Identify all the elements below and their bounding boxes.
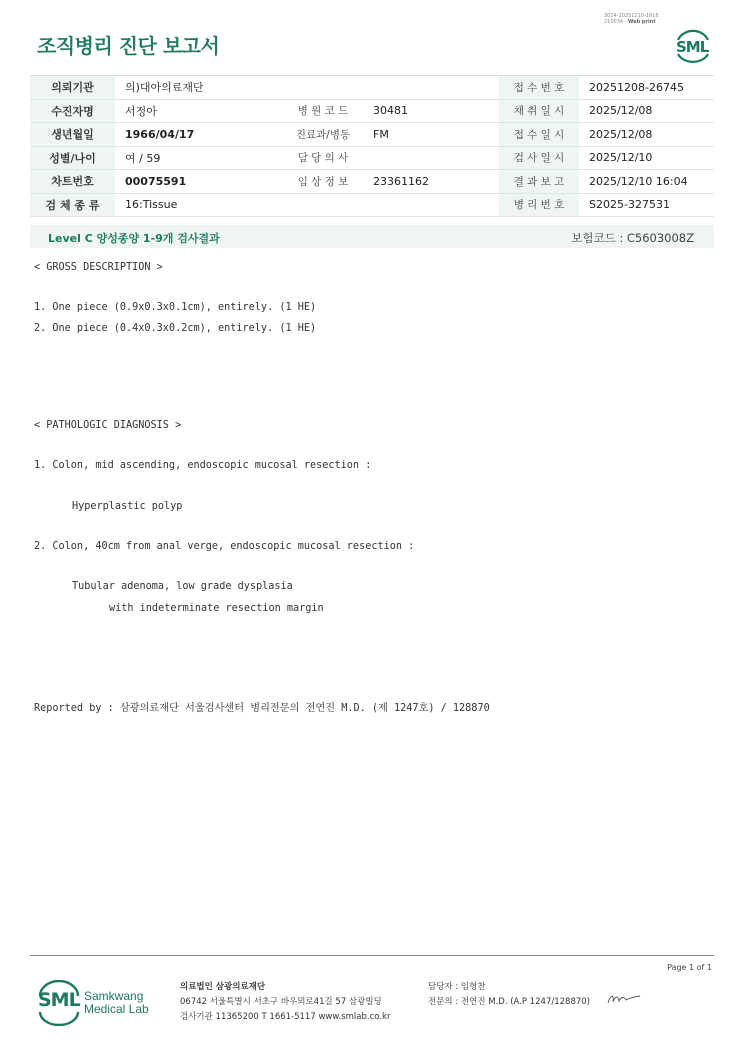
info-value: 2025/12/08 bbox=[579, 99, 714, 123]
info-label: 의뢰기관 bbox=[30, 76, 115, 100]
document-code bbox=[604, 13, 684, 25]
info-value: 30481 bbox=[363, 99, 499, 123]
info-row bbox=[30, 146, 714, 170]
page-number: Page 1 of 1 bbox=[667, 963, 712, 972]
organization-info bbox=[180, 980, 390, 1025]
info-value: 1966/04/17 bbox=[115, 123, 283, 147]
info-label: 검 체 종 류 bbox=[30, 193, 115, 217]
patient-info-table bbox=[30, 75, 714, 217]
insurance-code: 보험코드 : C5603008Z bbox=[571, 231, 694, 245]
info-label: 검 사 일 시 bbox=[499, 146, 579, 170]
gross-item-1: 1. One piece (0.9x0.3x0.1cm), entirely. (1 HE) bbox=[34, 302, 317, 313]
info-value: 20251208-26745 bbox=[579, 76, 714, 100]
staff-in-charge: 담당자 : 임형찬 bbox=[428, 982, 486, 992]
test-name-bar bbox=[30, 225, 714, 248]
org-contact: 검사기관 11365200 T 1661-5117 www.smlab.co.kr bbox=[180, 1012, 391, 1022]
info-value bbox=[363, 193, 499, 217]
info-label: 담 당 의 사 bbox=[283, 146, 363, 170]
reported-by: Reported by : 삼광의료재단 서울검사센터 병리전문의 전연진 M.D. (제 1247호) / 128870 bbox=[34, 703, 490, 714]
staff-pathologist: 전문의 : 전연진 M.D. (A.P 1247/128870) bbox=[428, 997, 590, 1007]
diagnosis-heading: < PATHOLOGIC DIAGNOSIS > bbox=[34, 420, 182, 431]
info-value: S2025-327531 bbox=[579, 193, 714, 217]
signature-image bbox=[606, 992, 642, 1006]
info-value: 23361162 bbox=[363, 170, 499, 194]
org-address: 06742 서울특별시 서초구 바우뫼로41길 57 삼광빌딩 bbox=[180, 997, 382, 1007]
info-label: 접 수 번 호 bbox=[499, 76, 579, 100]
info-value: FM bbox=[363, 123, 499, 147]
info-row bbox=[30, 193, 714, 217]
info-label: 생년월일 bbox=[30, 123, 115, 147]
info-label: 성별/나이 bbox=[30, 146, 115, 170]
info-label: 병 원 코 드 bbox=[283, 99, 363, 123]
info-label: 접 수 일 시 bbox=[499, 123, 579, 147]
info-value: 2025/12/08 bbox=[579, 123, 714, 147]
page-title: 조직병리 진단 보고서 bbox=[37, 34, 220, 58]
document-code-line1: 3014-20251210-1616 bbox=[604, 13, 659, 19]
sml-logo bbox=[672, 26, 714, 66]
info-value: 의)대아의료재단 bbox=[115, 76, 283, 100]
info-label: 수진자명 bbox=[30, 99, 115, 123]
info-label bbox=[283, 76, 363, 100]
org-name: 의료법인 삼광의료재단 bbox=[180, 982, 266, 992]
info-label: 진료과/병동 bbox=[283, 123, 363, 147]
diagnosis-result-2-margin: with indeterminate resection margin bbox=[109, 603, 324, 614]
logo-text: SML bbox=[676, 38, 709, 56]
test-name: Level C 양성종양 1-9개 검사결과 bbox=[48, 232, 220, 245]
info-value bbox=[363, 76, 499, 100]
logo-lab-text: Samkwang Medical Lab bbox=[84, 989, 149, 1016]
diagnosis-result-1: Hyperplastic polyp bbox=[72, 501, 183, 512]
info-value: 16:Tissue bbox=[115, 193, 283, 217]
samkwang-logo bbox=[36, 980, 156, 1026]
info-label: 임 상 정 보 bbox=[283, 170, 363, 194]
staff-info bbox=[428, 980, 590, 1010]
gross-heading: < GROSS DESCRIPTION > bbox=[34, 262, 163, 273]
info-value bbox=[363, 146, 499, 170]
info-value: 2025/12/10 16:04 bbox=[579, 170, 714, 194]
info-row bbox=[30, 123, 714, 147]
info-row bbox=[30, 170, 714, 194]
info-value: 서정아 bbox=[115, 99, 283, 123]
diagnosis-result-2: Tubular adenoma, low grade dysplasia bbox=[72, 581, 293, 592]
diagnosis-item-2: 2. Colon, 40cm from anal verge, endoscopic mucosal resection : bbox=[34, 541, 415, 552]
info-row bbox=[30, 76, 714, 100]
info-label: 병 리 번 호 bbox=[499, 193, 579, 217]
document-code-line2: 210034 · Web print bbox=[604, 19, 656, 25]
info-label: 채 취 일 시 bbox=[499, 99, 579, 123]
logo-sml-text: SML bbox=[38, 989, 80, 1011]
gross-item-2: 2. One piece (0.4x0.3x0.2cm), entirely. (1 HE) bbox=[34, 323, 317, 334]
footer-divider bbox=[30, 955, 714, 956]
info-label: 결 과 보 고 bbox=[499, 170, 579, 194]
info-value: 00075591 bbox=[115, 170, 283, 194]
info-label: 차트번호 bbox=[30, 170, 115, 194]
info-label bbox=[283, 193, 363, 217]
diagnosis-item-1: 1. Colon, mid ascending, endoscopic mucosal resection : bbox=[34, 460, 372, 471]
info-value: 2025/12/10 bbox=[579, 146, 714, 170]
info-value: 여 / 59 bbox=[115, 146, 283, 170]
info-row bbox=[30, 99, 714, 123]
